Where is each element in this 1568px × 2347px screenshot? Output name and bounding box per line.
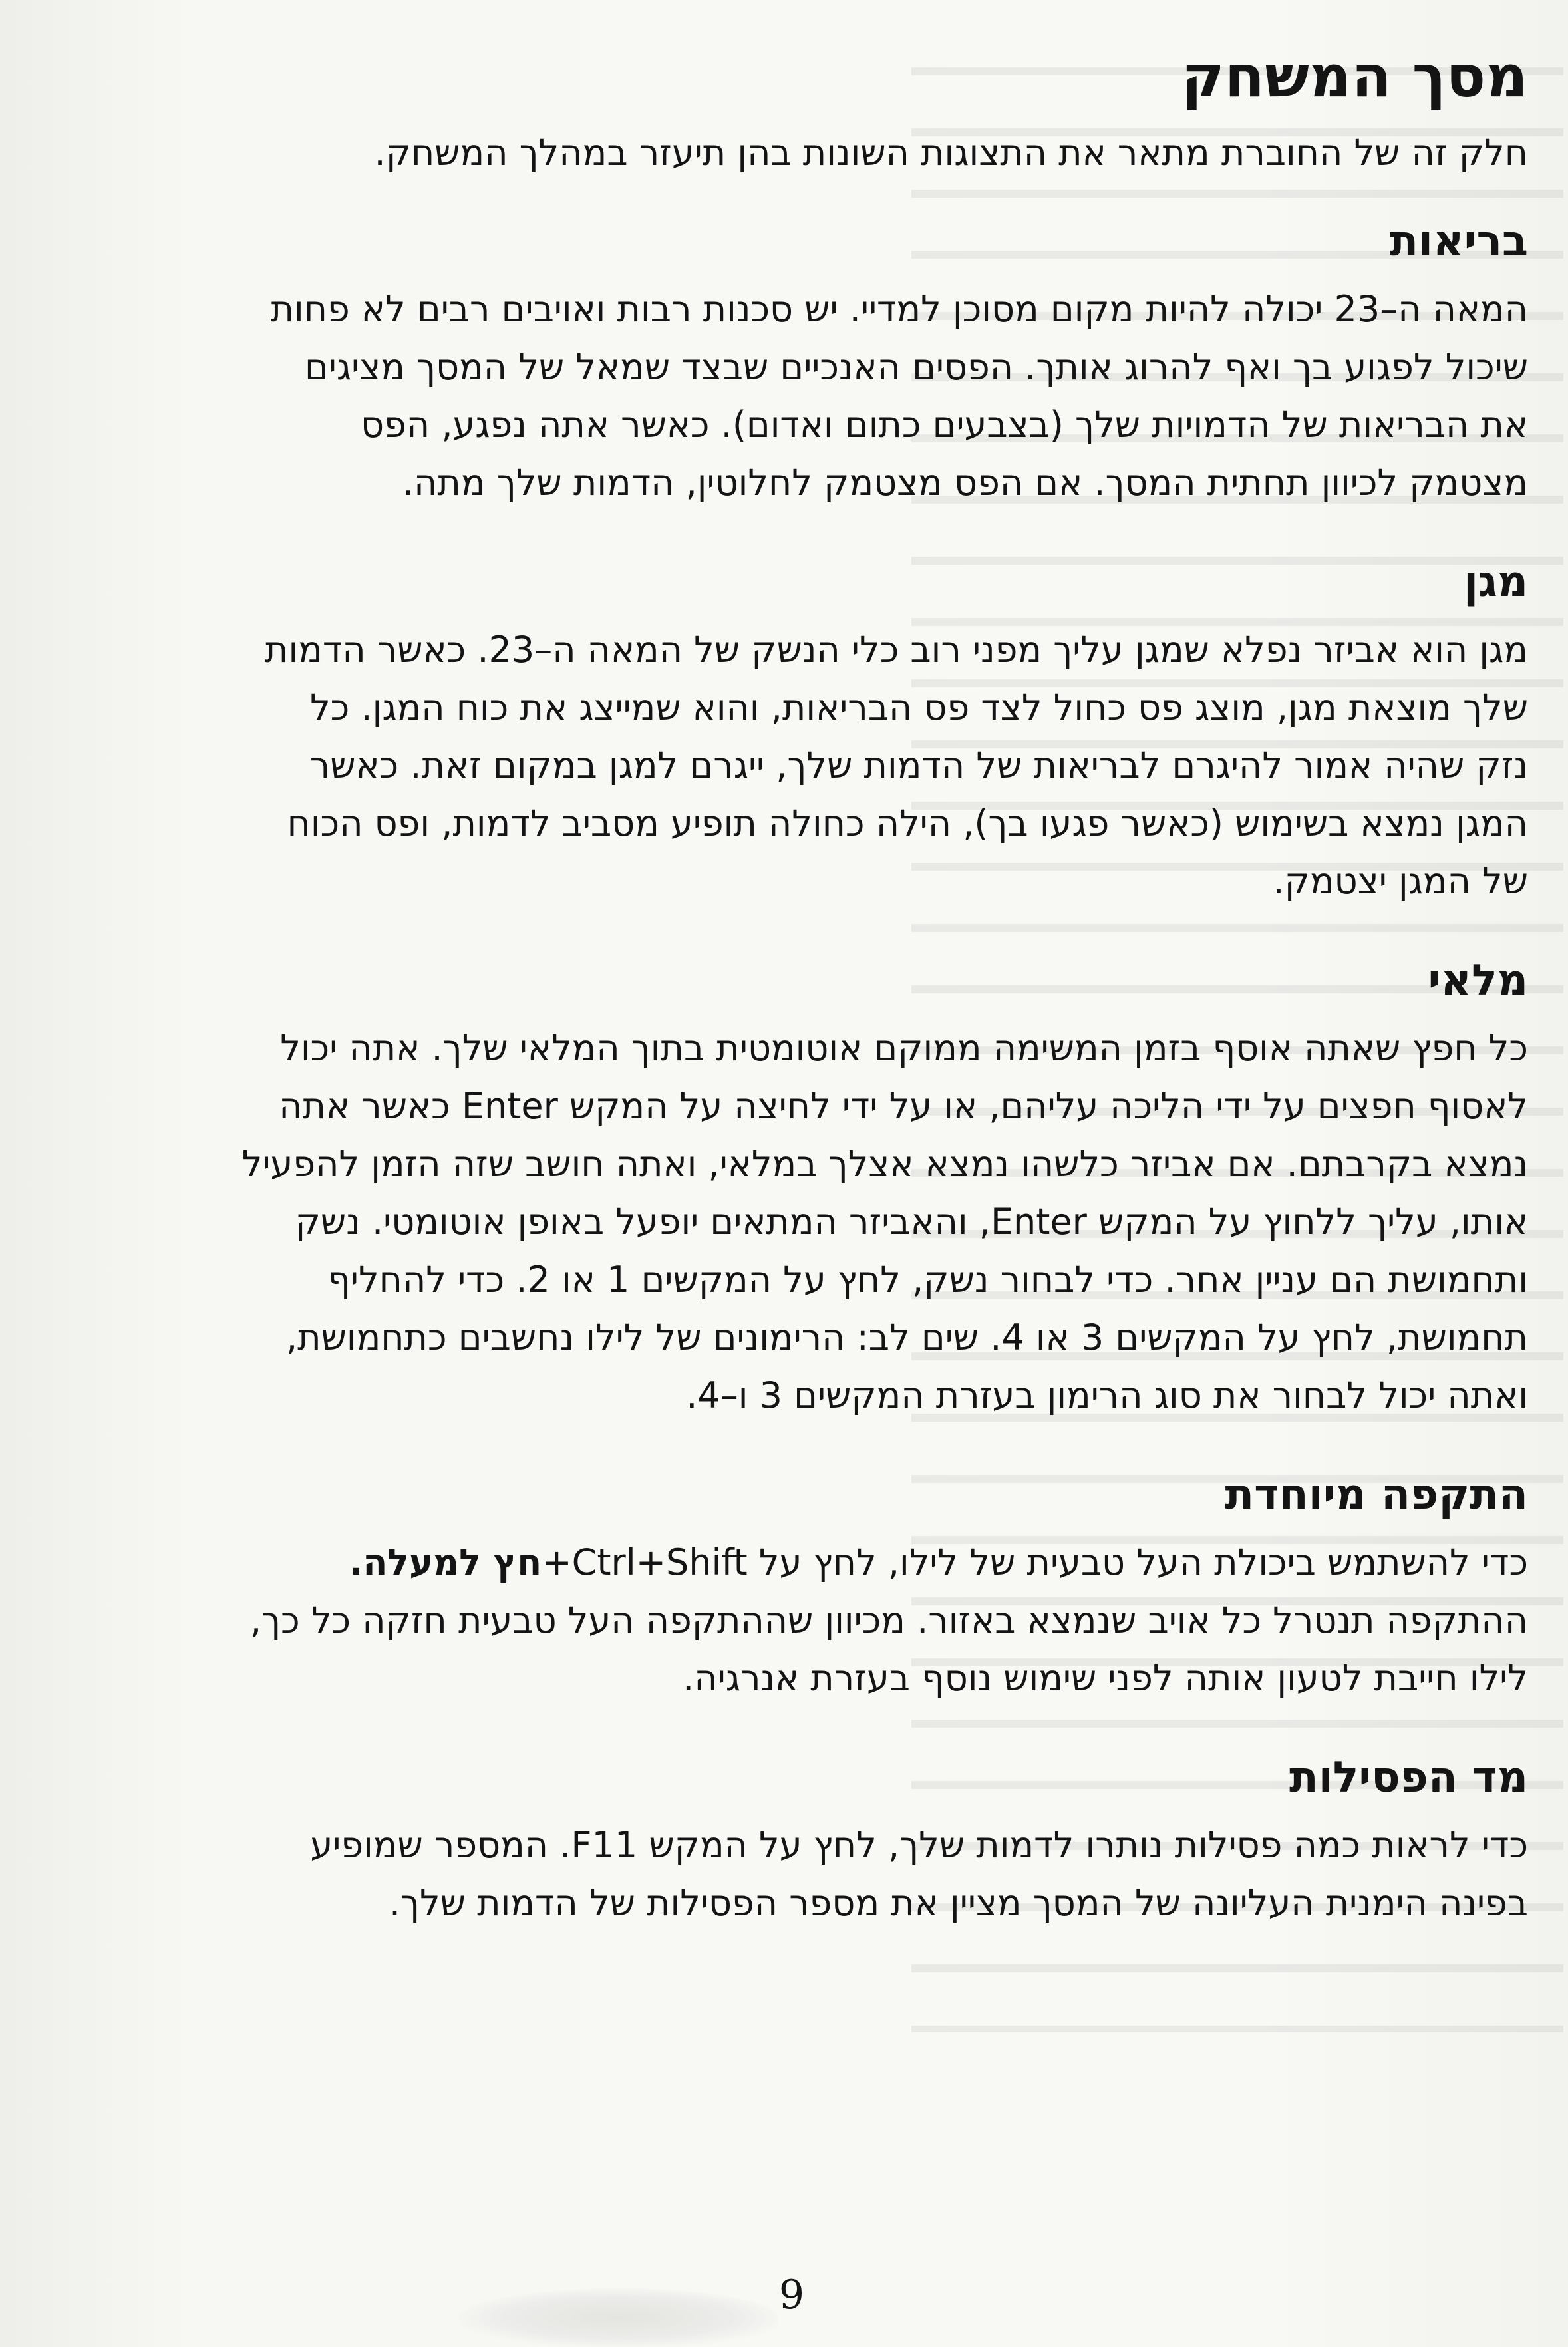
section-body-health [61,280,1528,512]
section-body-lives-meter [61,1816,1528,1932]
section-heading-health: בריאות [1389,217,1528,266]
text-line: מצטמק לכיוון תחתית המסך. אם הפס מצטמק לחלוטין, הדמות שלך מתה. [402,462,1528,504]
section-heading-lives-meter: מד הפסילות [1289,1753,1528,1802]
page-content [61,37,1528,1969]
text-line: לאסוף חפצים על ידי הליכה עליהם, או על ידי לחיצה על המקש Enter כאשר אתה [279,1085,1528,1127]
text-line: מגן הוא אביזר נפלא שמגן עליך מפני רוב כלי הנשק של המאה ה–23. כאשר הדמות [264,629,1528,671]
sentence-end: . [349,1541,363,1583]
intro-paragraph: חלק זה של החוברת מתאר את התצוגות השונות בהן תיעזר במהלך המשחק. [374,132,1528,174]
section-special-attack [61,1462,1528,1707]
text-line: נמצא בקרבתם. אם אביזר כלשהו נמצא אצלך במלאי, ואתה חושב שזה הזמן להפעיל [241,1143,1528,1185]
text-line: כל חפץ שאתה אוסף בזמן המשימה ממוקם אוטומטית בתוך המלאי שלך. אתה יכול [280,1027,1528,1069]
section-inventory [61,947,1528,1424]
arrow-up-key-label: חץ למעלה [363,1541,542,1583]
text-line: את הבריאות של הדמויות שלך (בצבעים כתום ואדום). כאשר אתה נפגע, הפס [361,404,1528,446]
text-line: לילו חייבת לטעון אותה לפני שימוש נוסף בעזרת אנרגיה. [683,1657,1528,1699]
section-heading-special-attack: התקפה מיוחדת [1225,1470,1528,1519]
text-line: שיכול לפגוע בך ואף להרוג אותך. הפסים האנכיים שבצד שמאל של המסך מציגים [304,346,1528,388]
section-health [61,208,1528,512]
text-line: של המגן יצטמק. [1273,860,1528,902]
page-smudge [459,2288,778,2347]
text-line: בפינה הימנית העליונה של המסך מציין את מספר הפסילות של הדמות שלך. [389,1882,1528,1924]
section-body-inventory [61,1019,1528,1424]
text-line [61,1533,1528,1591]
section-heading-inventory: מלאי [1428,956,1528,1005]
text-line: אותו, עליך ללחוץ על המקש Enter, והאביזר המתאים יופעל באופן אוטומטי. נשק [295,1201,1528,1243]
text-line: ההתקפה תנטרל כל אויב שנמצא באזור. מכיוון שההתקפה העל טבעית חזקה כל כך, [249,1599,1528,1641]
section-body-special-attack [61,1533,1528,1707]
text-line: ותחמושת הם עניין אחר. כדי לבחור נשק, לחץ על המקשים 1 או 2. כדי להחליף [327,1259,1528,1301]
section-lives-meter [61,1744,1528,1932]
page-title: מסך המשחק [1181,42,1528,110]
text-line: שלך מוצאת מגן, מוצג פס כחול לצד פס הבריאות, והוא שמייצג את כוח המגן. כל [310,687,1528,728]
text-line: תחמושת, לחץ על המקשים 3 או 4. שים לב: הרימונים של לילו נחשבים כתחמושת, [285,1317,1528,1358]
key-combo-text: כדי להשתמש ביכולת העל טבעית של לילו, לחץ על Ctrl+Shift+ [542,1541,1528,1583]
text-line: המאה ה–23 יכולה להיות מקום מסוכן למדיי. יש סכנות רבות ואויבים רבים לא פחות [270,288,1528,330]
section-body-shield [61,621,1528,910]
section-heading-shield: מגן [1464,557,1528,607]
text-line: ואתה יכול לבחור את סוג הרימון בעזרת המקשים 3 ו–4. [686,1374,1528,1416]
text-line: המגן נמצא בשימוש (כאשר פגעו בך), הילה כחולה תופיע מסביב לדמות, ופס הכוח [287,802,1528,844]
page-number: 9 [778,2272,805,2318]
text-line: כדי לראות כמה פסילות נותרו לדמות שלך, לחץ על המקש F11. המספר שמופיע [310,1824,1528,1866]
section-shield [61,549,1528,910]
text-line: נזק שהיה אמור להיגרם לבריאות של הדמות שלך, ייגרם למגן במקום זאת. כאשר [309,744,1528,786]
